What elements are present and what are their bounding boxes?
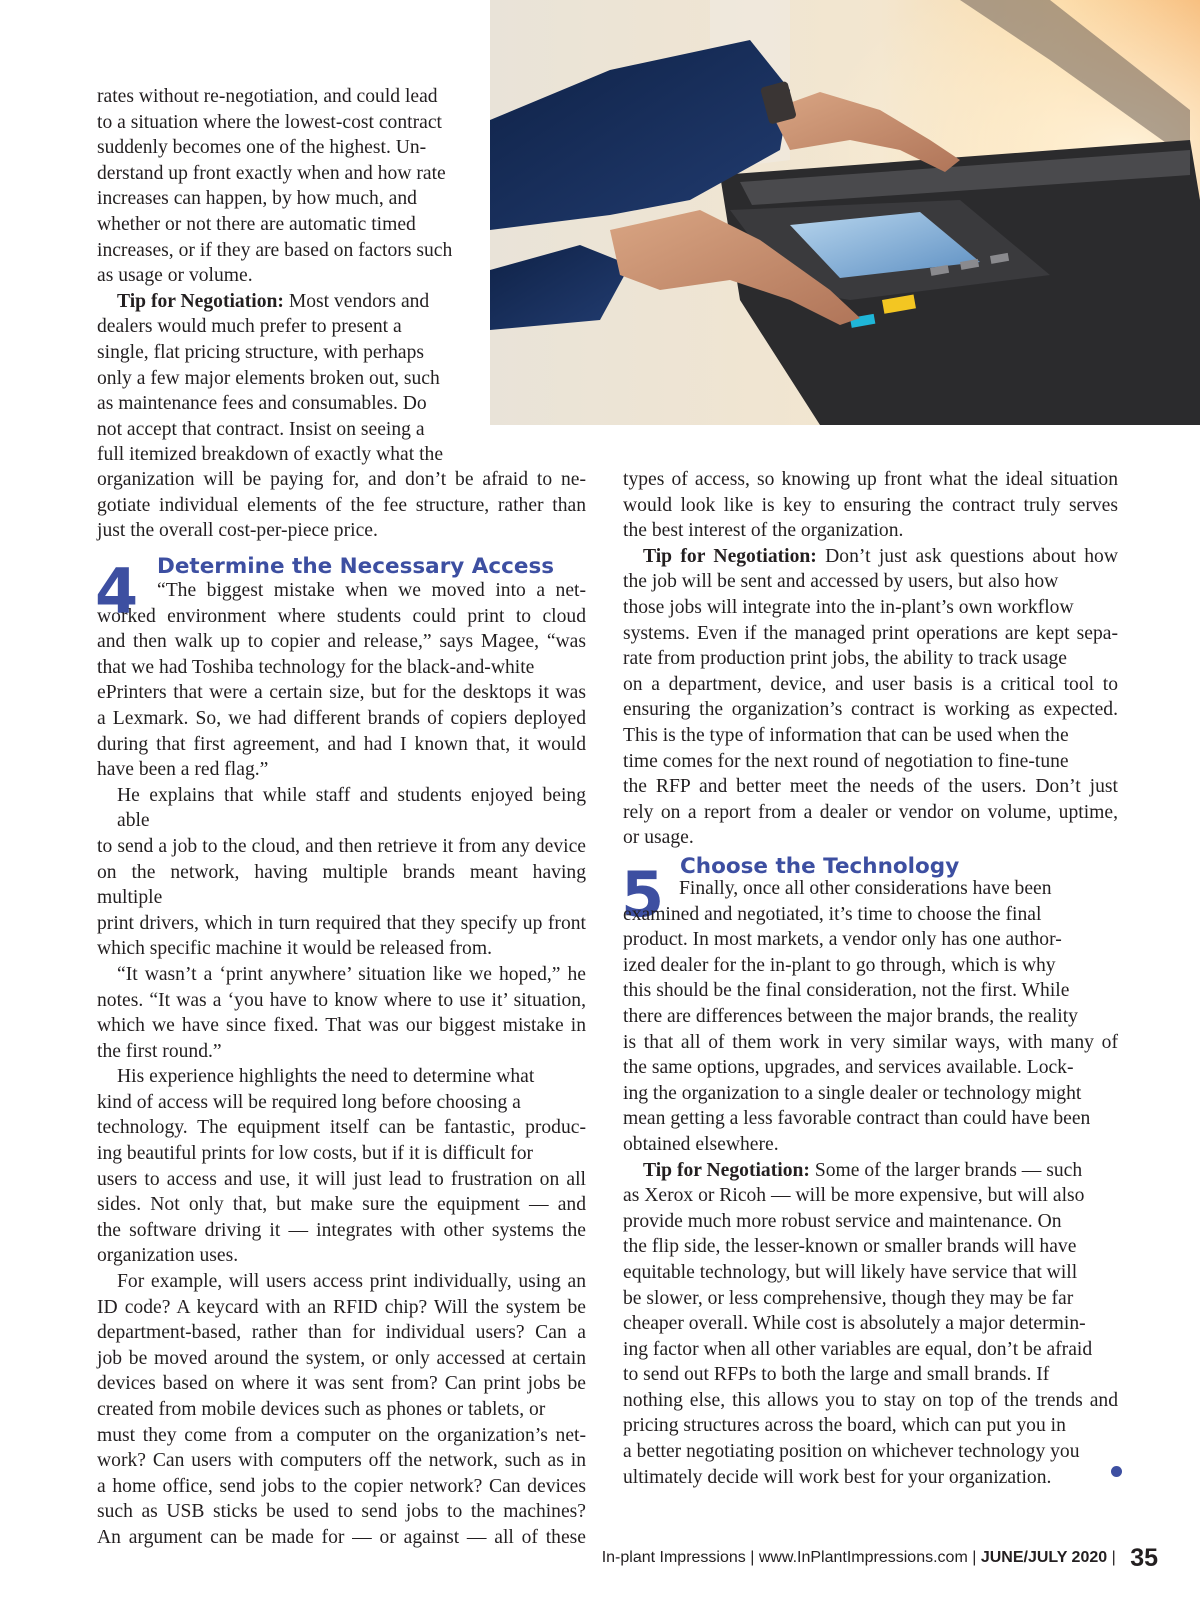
line-text: ultimately decide will work best for your organization.	[623, 1466, 1052, 1488]
text-line	[623, 1158, 1118, 1184]
line-text: time comes for the next round of negotiation to fine-tune	[623, 750, 1069, 772]
text-line	[97, 135, 462, 161]
left-column-wide	[97, 467, 586, 544]
line-text: a better negotiating position on whichever technology you	[623, 1441, 1080, 1463]
text-line	[623, 595, 1118, 621]
line-text: ePrinters that were a certain size, but for the desktops it was	[97, 682, 586, 704]
text-line	[97, 238, 462, 264]
line-text: derstand up front exactly when and how rate	[97, 162, 446, 184]
line-text: full itemized breakdown of exactly what the	[97, 444, 444, 466]
line-text: during that first agreement, and had I known that, it would	[97, 733, 586, 755]
line-text: on the network, having multiple brands meant having multiple	[97, 861, 586, 909]
text-line	[97, 1397, 586, 1423]
section-5-lines	[623, 876, 1118, 1490]
line-text: His experience highlights the need to determine what	[117, 1066, 535, 1088]
line-text: gotiate individual elements of the fee structure, rather than	[97, 494, 586, 516]
line-text: the best interest of the organization.	[623, 520, 904, 542]
text-line	[623, 1209, 1118, 1235]
line-text: created from mobile devices such as phones or tablets, or	[97, 1399, 546, 1420]
line-text: as usage or volume.	[97, 265, 253, 287]
text-line	[623, 1030, 1118, 1056]
text-line	[97, 757, 586, 783]
text-line	[97, 518, 586, 544]
line-text: types of access, so knowing up front what the ideal situation	[623, 469, 1118, 490]
section-4	[95, 554, 586, 1548]
line-text: ID code? A keycard with an RFID chip? Will the system be	[97, 1296, 586, 1318]
footer-separator: |	[745, 1549, 759, 1566]
line-text: rate from production print jobs, the ability to track usage	[623, 648, 1068, 670]
line-text: job be moved around the system, or only accessed at certain	[97, 1347, 586, 1369]
line-text: systems. Even if the managed print operations are kept sepa-	[623, 622, 1118, 644]
text-line	[623, 927, 1118, 953]
text-line	[623, 1439, 1118, 1465]
text-line	[623, 1055, 1118, 1081]
line-text: those jobs will integrate into the in-plant’s own workflow	[623, 596, 1074, 618]
text-line	[97, 1320, 586, 1346]
line-text: have been a red flag.”	[97, 759, 269, 781]
line-text: a home office, send jobs to the copier network? Can devices	[97, 1475, 586, 1497]
text-line	[623, 697, 1118, 723]
section-5	[621, 854, 1118, 1498]
text-line	[623, 1311, 1118, 1337]
line-text: Finally, once all other considerations have been	[679, 878, 1052, 899]
section-4-number: 4	[95, 555, 139, 628]
line-text: ing beautiful prints for low costs, but if it is difficult for	[97, 1143, 534, 1165]
text-line	[97, 1039, 586, 1065]
line-text: For example, will users access print individually, using an	[117, 1271, 586, 1293]
right-column-top	[623, 467, 1118, 851]
text-line	[97, 263, 462, 289]
line-text: a Lexmark. So, we had different brands of copiers deployed	[97, 707, 586, 729]
line-text: “It wasn’t a ‘print anywhere’ situation like we hoped,” he	[117, 963, 586, 985]
text-line	[623, 1183, 1118, 1209]
line-text: kind of access will be required long before choosing a	[97, 1091, 521, 1113]
line-text: whether or not there are automatic timed	[97, 213, 416, 235]
text-line	[97, 911, 586, 937]
section-4-lines	[97, 578, 586, 1551]
text-line	[97, 1525, 586, 1551]
line-text: devices based on where it was sent from? Can print jobs be	[97, 1373, 586, 1395]
text-line	[623, 672, 1118, 698]
text-line	[97, 1141, 586, 1167]
line-text: examined and negotiated, it’s time to choose the final	[623, 903, 1042, 925]
line-text: such as USB sticks be used to send jobs to the machines?	[97, 1501, 586, 1523]
right-top-lines	[623, 467, 1118, 851]
line-text: organization will be paying for, and don’t be afraid to ne-	[97, 469, 586, 490]
text-line	[623, 493, 1118, 519]
line-text: worked environment where students could print to cloud	[97, 605, 586, 627]
text-line	[623, 876, 1118, 902]
line-text: mean getting a less favorable contract than could have been	[623, 1108, 1091, 1130]
text-line	[97, 1371, 586, 1397]
text-line	[97, 604, 586, 630]
copier-photo	[490, 0, 1200, 425]
text-line	[623, 723, 1118, 749]
text-line	[623, 646, 1118, 672]
text-line	[623, 1337, 1118, 1363]
text-line	[97, 680, 586, 706]
section-5-number: 5	[621, 858, 665, 931]
text-line	[97, 467, 586, 493]
line-text: organization uses.	[97, 1245, 239, 1267]
text-line	[623, 1260, 1118, 1286]
line-text: on a department, device, and user basis is a critical tool to	[623, 673, 1118, 695]
footer-publication: In-plant Impressions	[601, 1549, 746, 1566]
line-text: He explains that while staff and students enjoyed being able	[117, 784, 586, 832]
line-text: there are differences between the major brands, the reality	[623, 1005, 1078, 1027]
text-line	[97, 860, 586, 911]
line-text: print drivers, which in turn required that they specify up front	[97, 912, 586, 934]
text-line	[97, 936, 586, 962]
text-line	[623, 1081, 1118, 1107]
line-text: ized dealer for the in-plant to go through, which is why	[623, 954, 1056, 976]
section-5-heading: Choose the Technology	[680, 854, 960, 879]
text-line	[97, 1346, 586, 1372]
line-text: the first round.”	[97, 1040, 222, 1062]
line-text: and then walk up to copier and release,” says Magee, “was	[97, 631, 586, 653]
text-line	[97, 1474, 586, 1500]
line-text: ensuring the organization’s contract is working as expected.	[623, 699, 1118, 721]
text-line	[97, 578, 586, 604]
left-intro-lines	[97, 84, 462, 468]
text-line	[623, 1004, 1118, 1030]
line-text: the flip side, the lesser-known or smaller brands will have	[623, 1236, 1077, 1258]
text-line	[623, 902, 1118, 928]
line-text: to send a job to the cloud, and then retrieve it from any device	[97, 835, 586, 857]
text-line	[623, 1286, 1118, 1312]
line-text: dealers would much prefer to present a	[97, 316, 402, 338]
text-line	[97, 1064, 586, 1090]
line-text: cheaper overall. While cost is absolutely a major determin-	[623, 1313, 1086, 1335]
line-text: be slower, or less comprehensive, though they may be far	[623, 1287, 1074, 1309]
footer-separator: |	[1107, 1549, 1121, 1566]
tip-label: Tip for Negotiation:	[643, 545, 817, 567]
line-text: rates without re-negotiation, and could lead	[97, 86, 438, 107]
text-line	[623, 569, 1118, 595]
section-4-body	[97, 578, 586, 1551]
left-wide-lines	[97, 467, 586, 544]
line-text: obtained elsewhere.	[623, 1133, 779, 1155]
line-text: Most vendors and	[283, 290, 430, 312]
text-line	[97, 1167, 586, 1193]
text-line	[97, 783, 586, 834]
line-text: or usage.	[623, 827, 694, 849]
text-line	[97, 655, 586, 681]
line-text: increases can happen, by how much, and	[97, 188, 417, 210]
left-column-intro	[97, 84, 462, 468]
line-text: which specific machine it would be released from.	[97, 938, 492, 960]
text-line	[97, 1499, 586, 1525]
text-line	[623, 1465, 1118, 1491]
line-text: increases, or if they are based on factors such	[97, 239, 453, 261]
text-line	[623, 978, 1118, 1004]
line-text: the job will be sent and accessed by users, but also how	[623, 571, 1059, 593]
line-text: single, flat pricing structure, with perhaps	[97, 341, 425, 363]
line-text: technology. The equipment itself can be fantastic, produc-	[97, 1117, 586, 1139]
line-text: department-based, rather than for individual users? Can a	[97, 1322, 586, 1344]
line-text: An argument can be made for — or against — all of these	[97, 1526, 586, 1548]
line-text: “The biggest mistake when we moved into a net-	[157, 580, 586, 601]
line-text: the same options, upgrades, and services available. Lock-	[623, 1057, 1074, 1079]
text-line	[97, 988, 586, 1014]
text-line	[623, 749, 1118, 775]
text-line	[97, 340, 462, 366]
text-line	[97, 732, 586, 758]
line-text: the RFP and better meet the needs of the users. Don’t just	[623, 776, 1118, 798]
line-text: ing the organization to a single dealer or technology might	[623, 1082, 1082, 1104]
footer-separator: |	[967, 1549, 981, 1566]
line-text: as maintenance fees and consumables. Do	[97, 393, 427, 415]
tip-label: Tip for Negotiation:	[117, 290, 284, 312]
line-text: to send out RFPs to both the large and small brands. If	[623, 1364, 1050, 1386]
text-line	[97, 962, 586, 988]
line-text: Don’t just ask questions about how	[816, 545, 1118, 567]
text-line	[97, 1269, 586, 1295]
line-text: suddenly becomes one of the highest. Un-	[97, 137, 427, 159]
text-line	[97, 1243, 586, 1269]
line-text: as Xerox or Ricoh — will be more expensive, but will also	[623, 1185, 1085, 1207]
text-line	[97, 629, 586, 655]
text-line	[97, 161, 462, 187]
line-text: pricing structures across the board, which can put you in	[623, 1415, 1066, 1437]
line-text: to a situation where the lowest-cost contract	[97, 111, 442, 133]
tip-label: Tip for Negotiation:	[643, 1159, 810, 1181]
text-line	[97, 493, 586, 519]
line-text: would look like is key to ensuring the contract truly serves	[623, 494, 1118, 516]
page-footer	[602, 1538, 1158, 1578]
text-line	[97, 1423, 586, 1449]
line-text: work? Can users with computers off the network, such as in	[97, 1450, 586, 1472]
text-line	[623, 621, 1118, 647]
line-text: that we had Toshiba technology for the black-and-white	[97, 656, 535, 678]
text-line	[97, 442, 462, 468]
line-text: is that all of them work in very similar ways, with many of	[623, 1031, 1118, 1053]
line-text: Some of the larger brands — such	[809, 1159, 1083, 1181]
page-number: 35	[1130, 1544, 1158, 1572]
text-line	[623, 774, 1118, 800]
footer-issue: JUNE/JULY 2020	[980, 1549, 1108, 1566]
text-line	[97, 1218, 586, 1244]
text-line	[623, 825, 1118, 851]
line-text: users to access and use, it will just lead to frustration on all	[97, 1168, 586, 1190]
text-line	[623, 1362, 1118, 1388]
text-line	[97, 186, 462, 212]
line-text: ing factor when all other variables are equal, don’t be afraid	[623, 1338, 1093, 1360]
text-line	[97, 1448, 586, 1474]
line-text: just the overall cost-per-piece price.	[97, 520, 378, 542]
text-line	[623, 518, 1118, 544]
end-of-article-bullet-icon	[1111, 1466, 1122, 1477]
line-text: this should be the final consideration, not the first. While	[623, 980, 1070, 1002]
line-text: only a few major elements broken out, such	[97, 367, 440, 389]
text-line	[623, 467, 1118, 493]
text-line	[97, 1295, 586, 1321]
text-line	[97, 289, 462, 315]
line-text: provide much more robust service and maintenance. On	[623, 1210, 1062, 1232]
text-line	[623, 1413, 1118, 1439]
line-text: equitable technology, but will likely have service that will	[623, 1261, 1078, 1283]
text-line	[97, 391, 462, 417]
footer-url: www.InPlantImpressions.com	[758, 1549, 968, 1566]
text-line	[97, 1090, 586, 1116]
line-text: not accept that contract. Insist on seeing a	[97, 418, 425, 440]
text-line	[97, 1013, 586, 1039]
text-line	[97, 417, 462, 443]
line-text: sides. Not only that, but make sure the equipment — and	[97, 1194, 586, 1216]
section-5-body	[623, 876, 1118, 1490]
text-line	[97, 366, 462, 392]
line-text: the software driving it — integrates with other systems the	[97, 1219, 586, 1241]
line-text: This is the type of information that can be used when the	[623, 724, 1069, 746]
text-line	[623, 1106, 1118, 1132]
text-line	[97, 84, 462, 110]
text-line	[97, 706, 586, 732]
text-line	[97, 212, 462, 238]
line-text: rely on a report from a dealer or vendor on volume, uptime,	[623, 801, 1118, 823]
text-line	[97, 834, 586, 860]
text-line	[97, 110, 462, 136]
text-line	[97, 1192, 586, 1218]
text-line	[623, 544, 1118, 570]
text-line	[623, 1388, 1118, 1414]
line-text: nothing else, this allows you to stay on top of the trends and	[623, 1389, 1118, 1411]
line-text: notes. “It was a ‘you have to know where to use it’ situation,	[97, 989, 586, 1011]
line-text: which we have since fixed. That was our biggest mistake in	[97, 1015, 586, 1037]
text-line	[623, 953, 1118, 979]
text-line	[623, 1132, 1118, 1158]
text-line	[97, 314, 462, 340]
text-line	[623, 1234, 1118, 1260]
text-line	[97, 1115, 586, 1141]
line-text: product. In most markets, a vendor only has one author-	[623, 929, 1062, 951]
section-4-heading: Determine the Necessary Access	[157, 554, 555, 579]
line-text: must they come from a computer on the organization’s net-	[97, 1424, 586, 1446]
text-line	[623, 800, 1118, 826]
